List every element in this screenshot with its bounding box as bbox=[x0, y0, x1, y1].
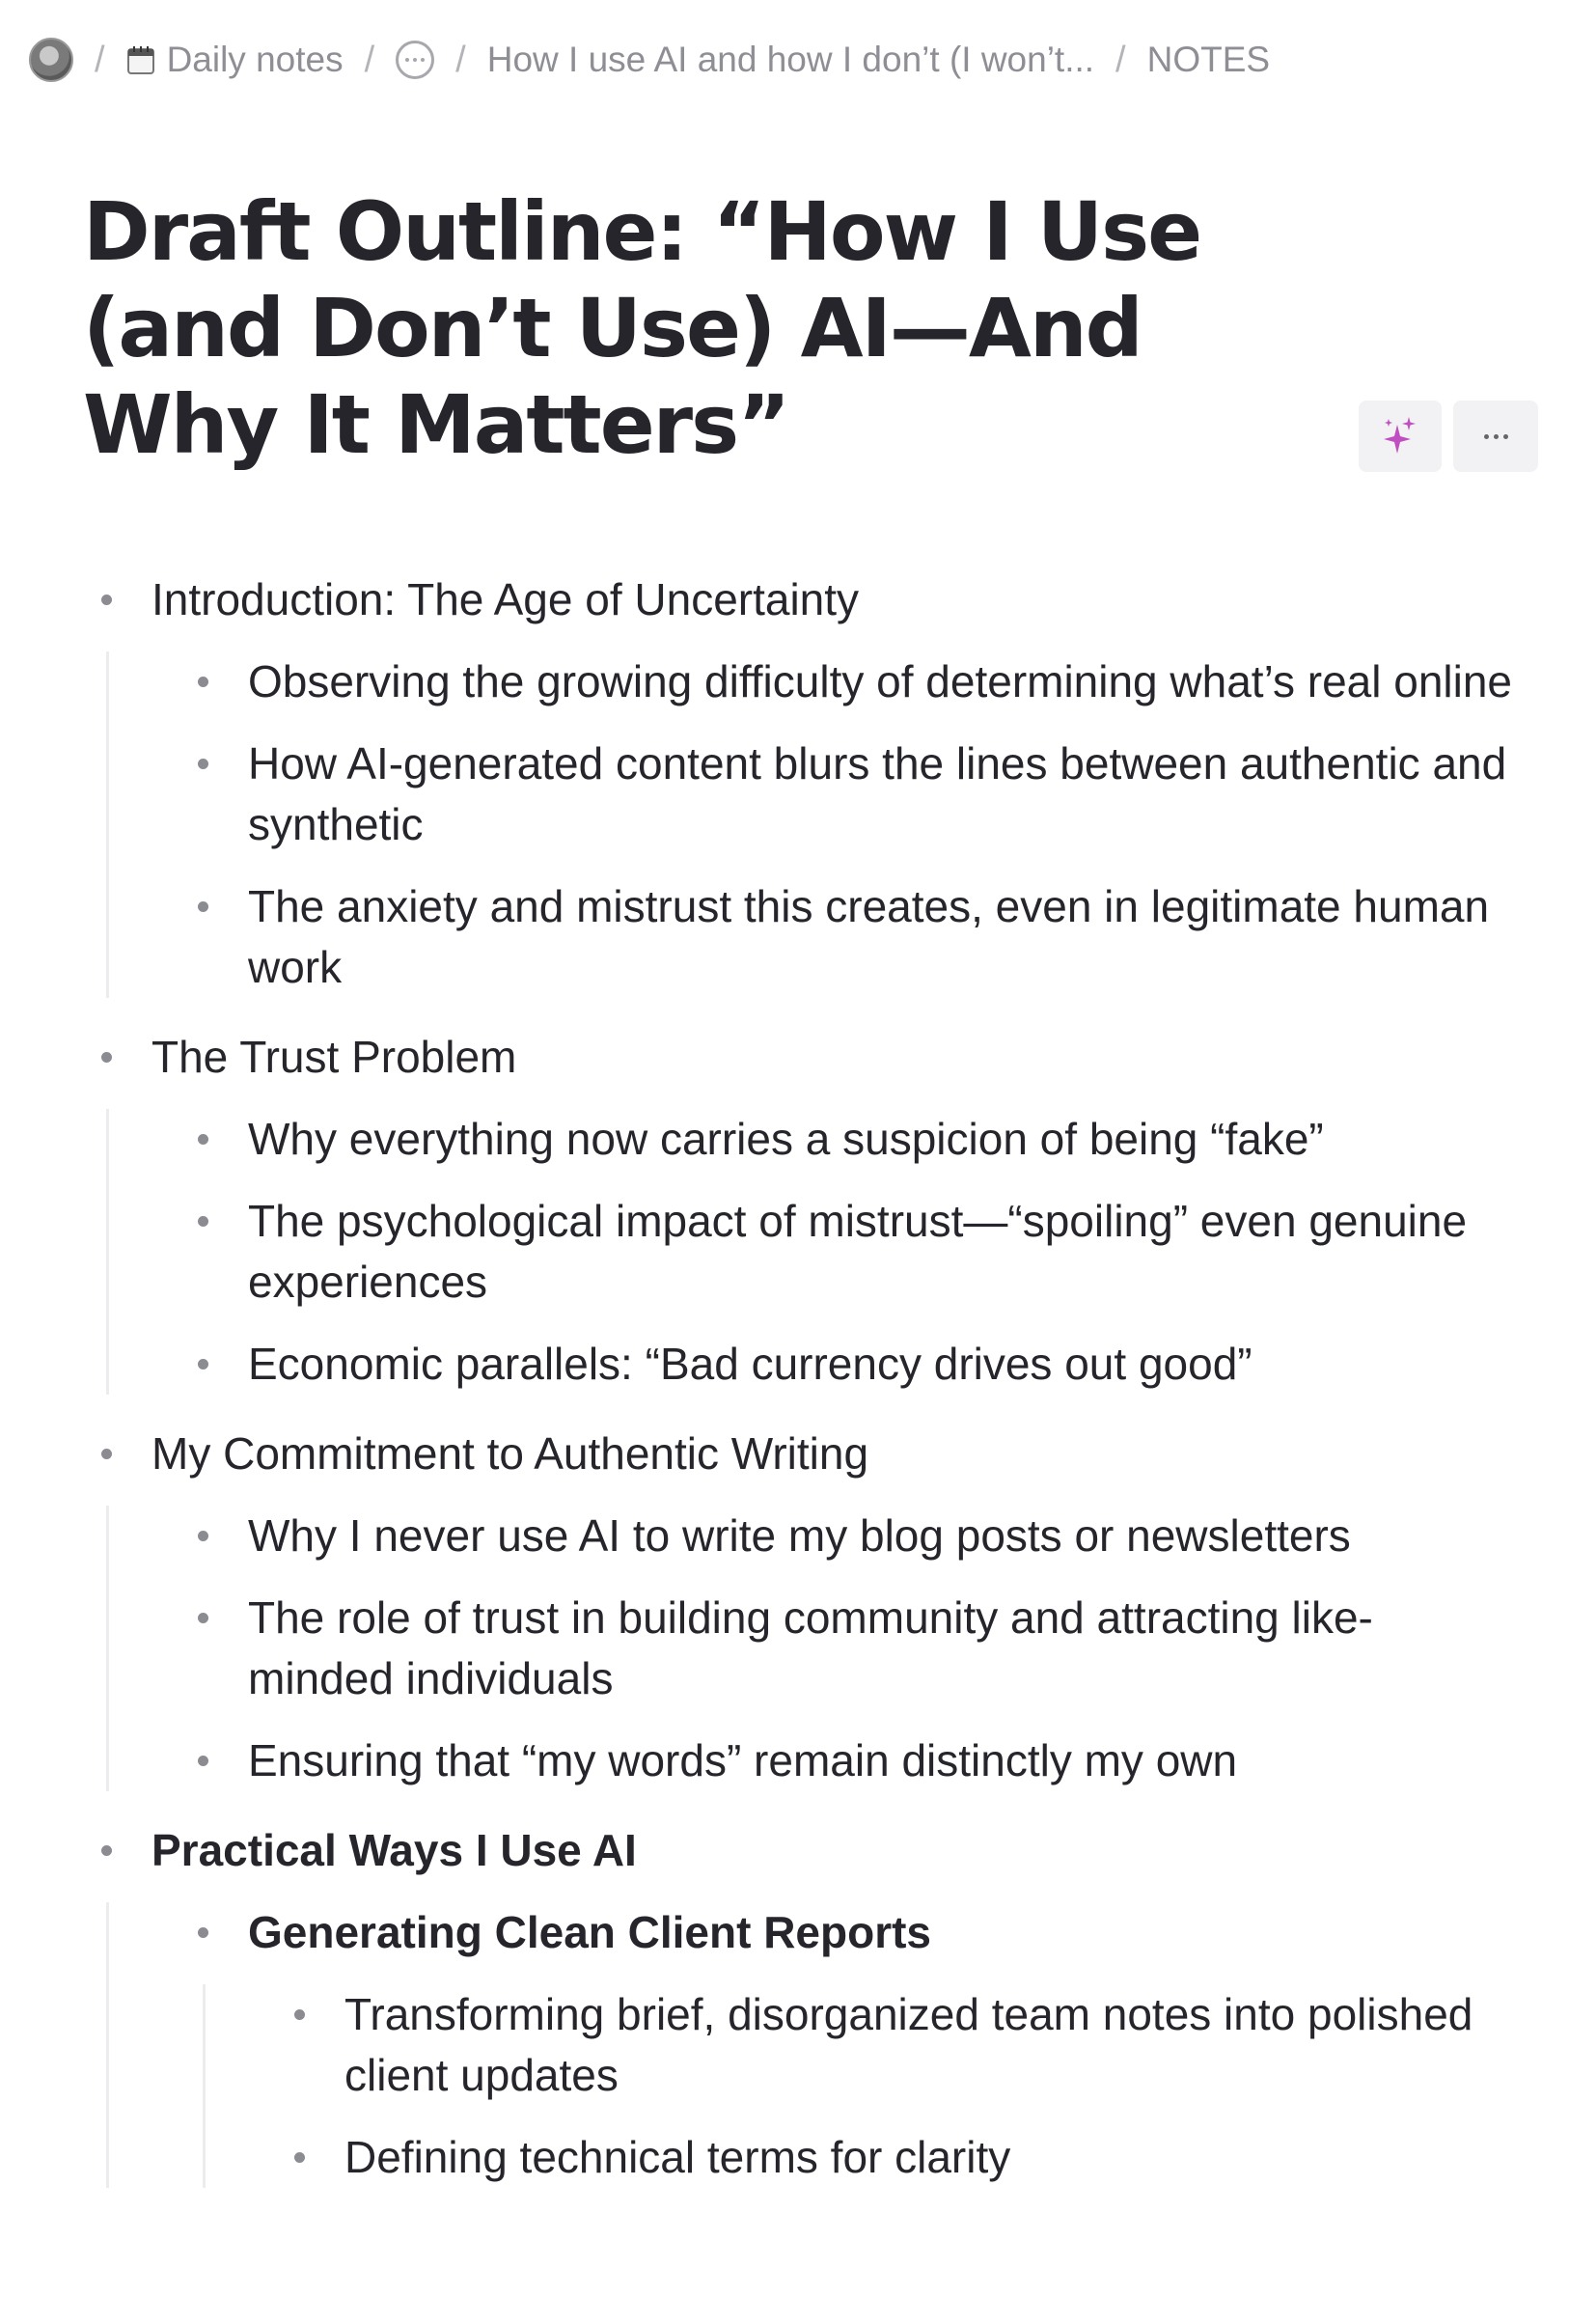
breadcrumb-daily-notes[interactable] bbox=[126, 40, 344, 80]
outline-item[interactable]: Introduction: The Age of Uncertainty bbox=[96, 569, 1515, 630]
breadcrumb bbox=[29, 35, 1270, 85]
outline-sublist bbox=[106, 1109, 1515, 1395]
outline-subitem[interactable]: Observing the growing difficulty of determining what’s real online bbox=[193, 651, 1515, 712]
more-options-button[interactable] bbox=[1453, 401, 1538, 472]
outline bbox=[96, 569, 1515, 2217]
outline-subitem[interactable]: Generating Clean Client Reports bbox=[193, 1902, 1515, 1963]
outline-subitem[interactable]: The psychological impact of mistrust—“spoiling” even genuine experiences bbox=[193, 1191, 1515, 1313]
outline-subitem[interactable]: How AI-generated content blurs the lines between authentic and synthetic bbox=[193, 733, 1515, 855]
outline-item[interactable]: Practical Ways I Use AI bbox=[96, 1820, 1515, 1881]
outline-subitem[interactable]: Why I never use AI to write my blog posts or newsletters bbox=[193, 1506, 1515, 1566]
breadcrumb-separator: / bbox=[95, 39, 105, 80]
outline-subitem[interactable]: Ensuring that “my words” remain distinctly my own bbox=[193, 1730, 1515, 1791]
breadcrumb-page[interactable]: How I use AI and how I don’t (I won’t... bbox=[486, 40, 1095, 79]
outline-section bbox=[96, 569, 1515, 998]
breadcrumb-separator: / bbox=[1115, 39, 1126, 80]
user-avatar[interactable] bbox=[29, 38, 73, 82]
calendar-icon bbox=[126, 44, 155, 75]
breadcrumb-daily-notes-label: Daily notes bbox=[166, 40, 344, 79]
outline-subitem[interactable]: Economic parallels: “Bad currency drives out good” bbox=[193, 1334, 1515, 1395]
outline-subitem[interactable]: The anxiety and mistrust this creates, even in legitimate human work bbox=[193, 876, 1515, 998]
outline-subsubitem[interactable]: Defining technical terms for clarity bbox=[289, 2127, 1515, 2188]
outline-sublist bbox=[106, 1506, 1515, 1791]
more-horizontal-icon bbox=[1484, 434, 1508, 439]
outline-subsubitem[interactable]: Transforming brief, disorganized team notes into polished client updates bbox=[289, 1984, 1515, 2106]
outline-subitem[interactable]: The role of trust in building community and attracting like-minded individuals bbox=[193, 1588, 1515, 1709]
outline-item[interactable]: The Trust Problem bbox=[96, 1027, 1515, 1088]
ai-assist-button[interactable] bbox=[1359, 401, 1442, 472]
breadcrumb-notes[interactable]: NOTES bbox=[1146, 40, 1271, 79]
outline-sublist bbox=[106, 1902, 1515, 2188]
outline-section bbox=[96, 1424, 1515, 1791]
outline-section bbox=[96, 1027, 1515, 1395]
outline-subsublist bbox=[203, 1984, 1515, 2188]
page-title[interactable]: Draft Outline: “How I Use (and Don’t Use) AI—And Why It Matters” bbox=[83, 184, 1201, 472]
breadcrumb-separator: / bbox=[455, 39, 466, 80]
breadcrumb-more-icon[interactable] bbox=[396, 41, 434, 79]
outline-item[interactable]: My Commitment to Authentic Writing bbox=[96, 1424, 1515, 1484]
outline-subsection bbox=[193, 1902, 1515, 2188]
sparkles-icon bbox=[1381, 415, 1419, 457]
outline-sublist bbox=[106, 651, 1515, 998]
outline-list bbox=[96, 569, 1515, 2188]
outline-section bbox=[96, 1820, 1515, 2188]
outline-subitem[interactable]: Why everything now carries a suspicion of being “fake” bbox=[193, 1109, 1515, 1170]
breadcrumb-separator: / bbox=[364, 39, 375, 80]
